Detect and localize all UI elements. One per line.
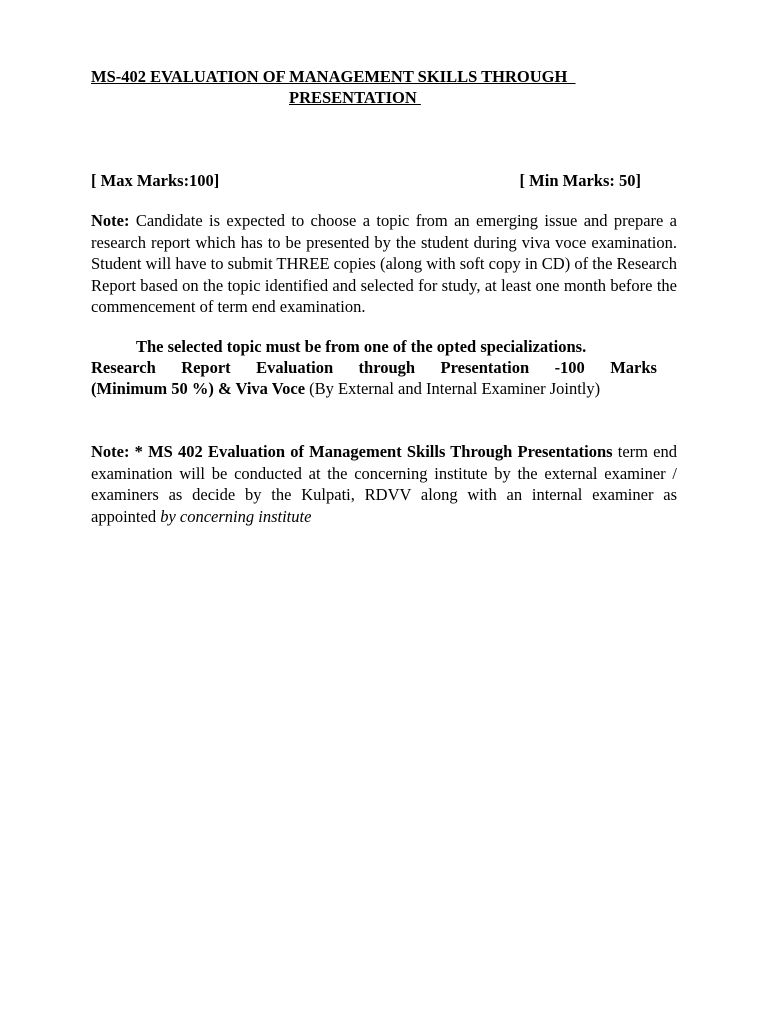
note-1-label: Note: [91,211,130,230]
note-2-label: Note: * MS 402 Evaluation of Management Skills Through Presentations [91,442,613,461]
evaluation-word: Research [91,358,156,377]
evaluation-word: Marks [610,358,657,377]
document-title-line-2: PRESENTATION [289,88,421,107]
evaluation-minimum: (Minimum 50 %) & Viva Voce [91,379,306,398]
note-2-text: term end examination will be conducted at the concerning institute by the external examiner / examiners as decide by the Kulpati, RDVV along with an internal examiner as appointed [91,442,677,526]
evaluation-line-2 [91,378,600,399]
selected-topic-statement: The selected topic must be from one of the opted specializations. [136,337,587,356]
document-title-line-1: MS-402 EVALUATION OF MANAGEMENT SKILLS THROUGH [91,67,576,86]
evaluation-word: Presentation [440,358,530,377]
min-marks: [ Min Marks: 50] [519,171,641,190]
evaluation-word: Report [181,358,231,377]
note-1-text: Candidate is expected to choose a topic from an emerging issue and prepare a research report which has to be presented by the student during viva voce examination. Student will have to submit THREE copies (along with soft copy in CD) of the Research Report based on the topic identified and selected for study, at least one month before the commencement of term end examination. [91,211,677,316]
note-2-italic: by concerning institute [160,506,312,526]
note-paragraph-1 [91,210,677,318]
evaluation-word: through [358,358,416,377]
evaluation-word: Evaluation [256,358,334,377]
evaluation-examiners: (By External and Internal Examiner Jointly) [305,379,601,398]
evaluation-line-1 [91,357,657,378]
note-paragraph-2 [91,441,677,527]
max-marks: [ Max Marks:100] [91,171,220,190]
evaluation-word: -100 [554,358,585,377]
